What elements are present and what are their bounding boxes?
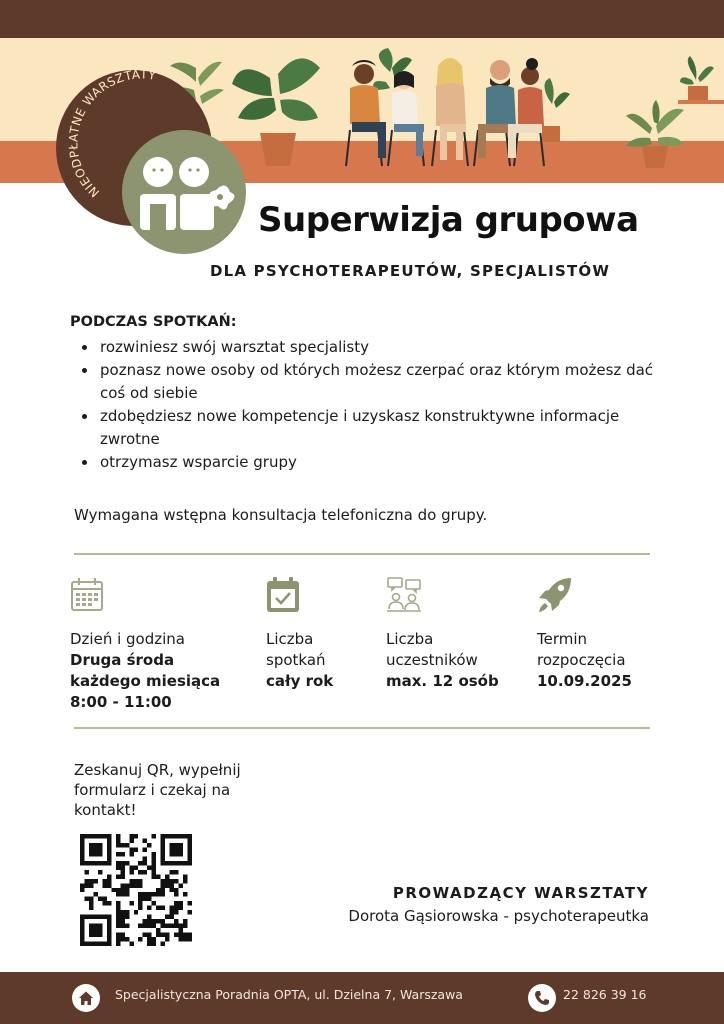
opta-logo-icon	[140, 157, 235, 230]
footer	[0, 972, 724, 1024]
info-value: max. 12 osób	[386, 672, 499, 690]
during-heading: PODCZAS SPOTKAŃ:	[70, 314, 237, 330]
leader-heading: PROWADZĄCY WARSZTATY	[392, 884, 649, 902]
plant-icon	[626, 100, 684, 168]
info-label: Termin	[537, 630, 588, 648]
group-chat-icon	[386, 576, 422, 614]
opta-logo	[122, 130, 246, 254]
page-title: Superwizja grupowa	[258, 200, 639, 240]
list-item: • poznasz nowe osoby od których możesz czerpać oraz którym możesz dać coś od siebie	[98, 359, 658, 405]
page-subtitle: DLA PSYCHOTERAPEUTÓW, SPECJALISTÓW	[210, 262, 611, 280]
svg-text:NIEODPŁATNE WARSZTATY: NIEODPŁATNE WARSZTATY	[66, 70, 158, 200]
info-value: cały rok	[266, 672, 334, 690]
divider	[74, 727, 650, 729]
footer-address: Specjalistyczna Poradnia OPTA, ul. Dzielna 7, Warszawa	[115, 987, 463, 1002]
info-label: Dzień i godzina	[70, 630, 185, 648]
consultation-note: Wymagana wstępna konsultacja telefoniczna do grupy.	[74, 506, 488, 524]
divider	[74, 553, 650, 555]
plant-icon	[542, 78, 570, 142]
leader-name: Dorota Gąsiorowska - psychoterapeutka	[348, 907, 649, 925]
group-people-illustration	[346, 58, 544, 166]
info-label: rozpoczęcia	[537, 651, 626, 669]
info-value: Druga środa	[70, 651, 175, 669]
info-value: 8:00 - 11:00	[70, 693, 172, 711]
info-value: 10.09.2025	[537, 672, 632, 690]
footer-phone: 22 826 39 16	[563, 987, 647, 1002]
calendar-check-icon	[266, 576, 300, 614]
top-band	[0, 0, 724, 38]
rocket-icon	[537, 576, 573, 614]
list-item: • otrzymasz wsparcie grupy	[98, 451, 658, 474]
info-value: każdego miesiąca	[70, 672, 221, 690]
info-label: uczestników	[386, 651, 478, 669]
benefits-list	[76, 336, 658, 474]
info-label: spotkań	[266, 651, 326, 669]
home-icon	[72, 984, 100, 1012]
phone-icon	[528, 984, 556, 1012]
plant-icon	[678, 56, 724, 104]
info-label: Liczba	[266, 630, 314, 648]
list-item: • zdobędziesz nowe kompetencje i uzyskasz konstruktywne informacje zwrotne	[98, 405, 658, 451]
list-item: • rozwiniesz swój warsztat specjalisty	[98, 336, 658, 359]
qr-code[interactable]	[80, 834, 192, 946]
calendar-grid-icon	[70, 576, 106, 614]
info-label: Liczba	[386, 630, 434, 648]
qr-instructions: Zeskanuj QR, wypełnij formularz i czekaj na kontakt!	[74, 761, 241, 819]
